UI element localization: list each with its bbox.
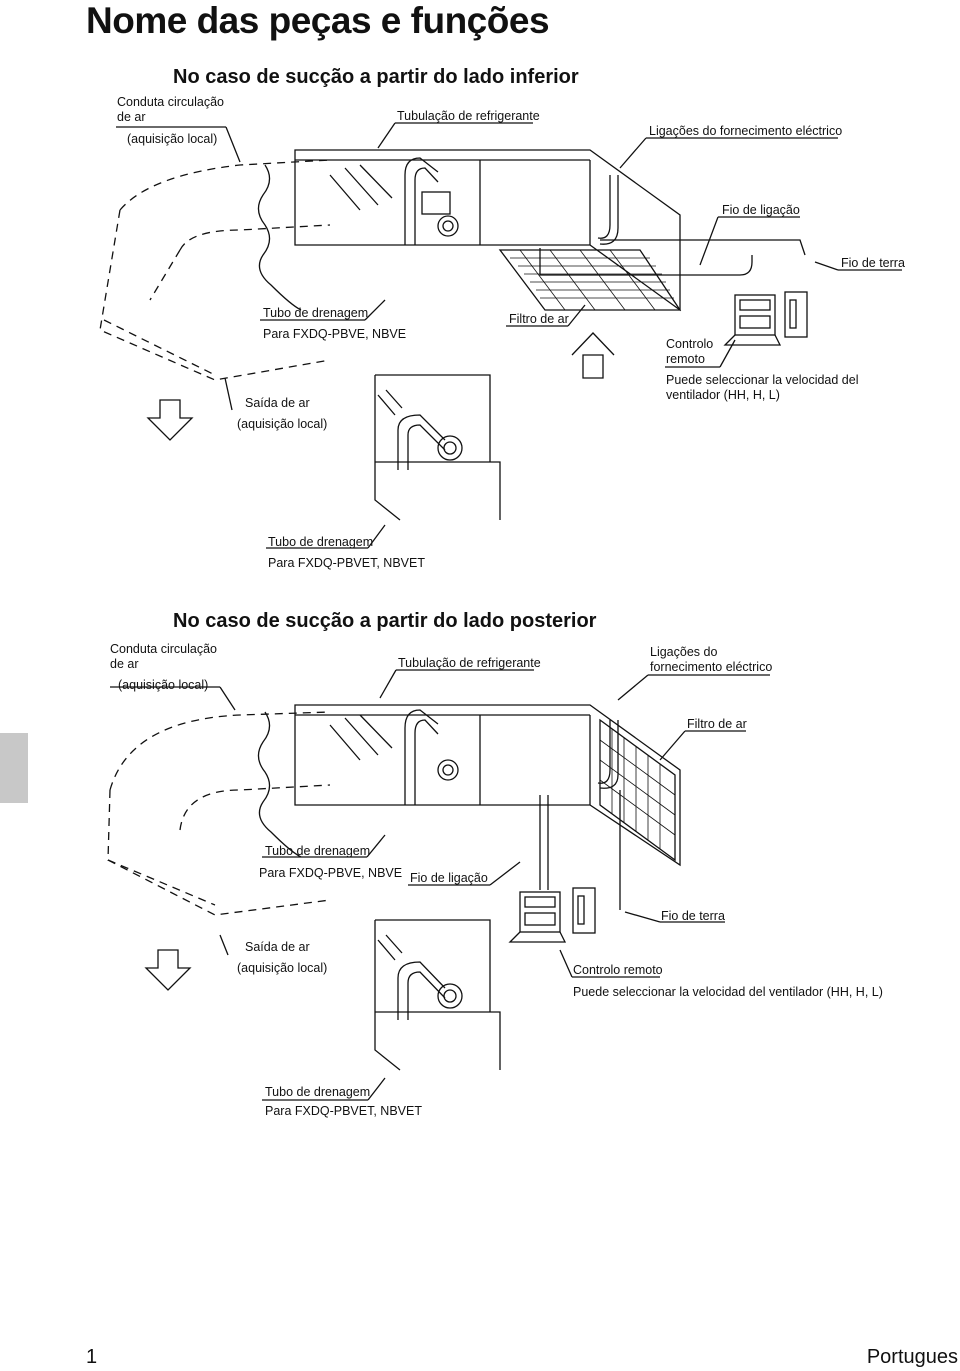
s2-label-air-duct-1: Conduta circulação <box>110 642 218 656</box>
s2-label-remote: Controlo remoto <box>573 963 663 977</box>
s2-label-earth-wire: Fio de terra <box>661 909 725 923</box>
section-title-bottom-suction: No caso de sucção a partir do lado inferior <box>173 66 579 88</box>
section-title-rear-suction: No caso de sucção a partir do lado posterior <box>173 610 597 632</box>
s2-label-drain-pipe-b: Tubo de drenagem <box>265 1085 371 1099</box>
page-number: 1 <box>86 1346 98 1368</box>
s1-label-drain-pipe-b: Tubo de drenagem <box>268 535 374 549</box>
s2-label-connection-wire: Fio de ligação <box>410 871 488 885</box>
s1-label-air-outlet-1: Saída de ar <box>245 396 310 410</box>
s2-label-power-supply-2: fornecimento eléctrico <box>650 660 773 674</box>
s1-label-air-duct-2: de ar <box>117 110 146 124</box>
s1-label-earth-wire: Fio de terra <box>841 256 905 270</box>
s2-label-power-supply-1: Ligações do <box>650 645 718 659</box>
s1-label-power-supply: Ligações do fornecimento eléctrico <box>649 124 843 138</box>
s2-label-drain-model-b: Para FXDQ-PBVET, NBVET <box>265 1104 422 1118</box>
s2-label-fan-speed: Puede seleccionar la velocidad del ventilador (HH, H, L) <box>573 985 883 999</box>
s1-label-drain-pipe-a: Tubo de drenagem <box>263 306 369 320</box>
s1-label-connection-wire: Fio de ligação <box>722 203 800 217</box>
s2-label-air-outlet-1: Saída de ar <box>245 940 310 954</box>
s1-label-refrigerant-piping: Tubulação de refrigerante <box>397 109 540 123</box>
s1-label-remote-2: remoto <box>666 352 705 366</box>
s1-label-fan-speed-2: ventilador (HH, H, L) <box>666 388 780 402</box>
s2-label-air-filter: Filtro de ar <box>687 717 747 731</box>
s1-label-air-outlet-2: (aquisição local) <box>237 417 328 431</box>
s1-label-fan-speed-1: Puede seleccionar la velocidad del <box>666 373 859 387</box>
s2-label-air-duct-2: de ar <box>110 657 139 671</box>
s2-label-drain-model-a: Para FXDQ-PBVE, NBVE <box>259 866 403 880</box>
s2-label-air-outlet-2: (aquisição local) <box>237 961 328 975</box>
s1-label-drain-model-b: Para FXDQ-PBVET, NBVET <box>268 556 425 570</box>
s1-label-drain-model-a: Para FXDQ-PBVE, NBVE <box>263 327 407 341</box>
s1-label-remote-1: Controlo <box>666 337 714 351</box>
page-language: Portugues <box>866 1346 958 1368</box>
s1-label-air-duct-3: (aquisição local) <box>127 132 218 146</box>
s1-label-air-filter: Filtro de ar <box>509 312 569 326</box>
s2-label-refrigerant-piping: Tubulação de refrigerante <box>398 656 541 670</box>
s2-label-air-duct-3: (aquisição local) <box>118 678 209 692</box>
s1-label-air-duct-1: Conduta circulação <box>117 95 225 109</box>
s2-label-drain-pipe-a: Tubo de drenagem <box>265 844 371 858</box>
page-title: Nome das peças e funções <box>86 0 550 41</box>
